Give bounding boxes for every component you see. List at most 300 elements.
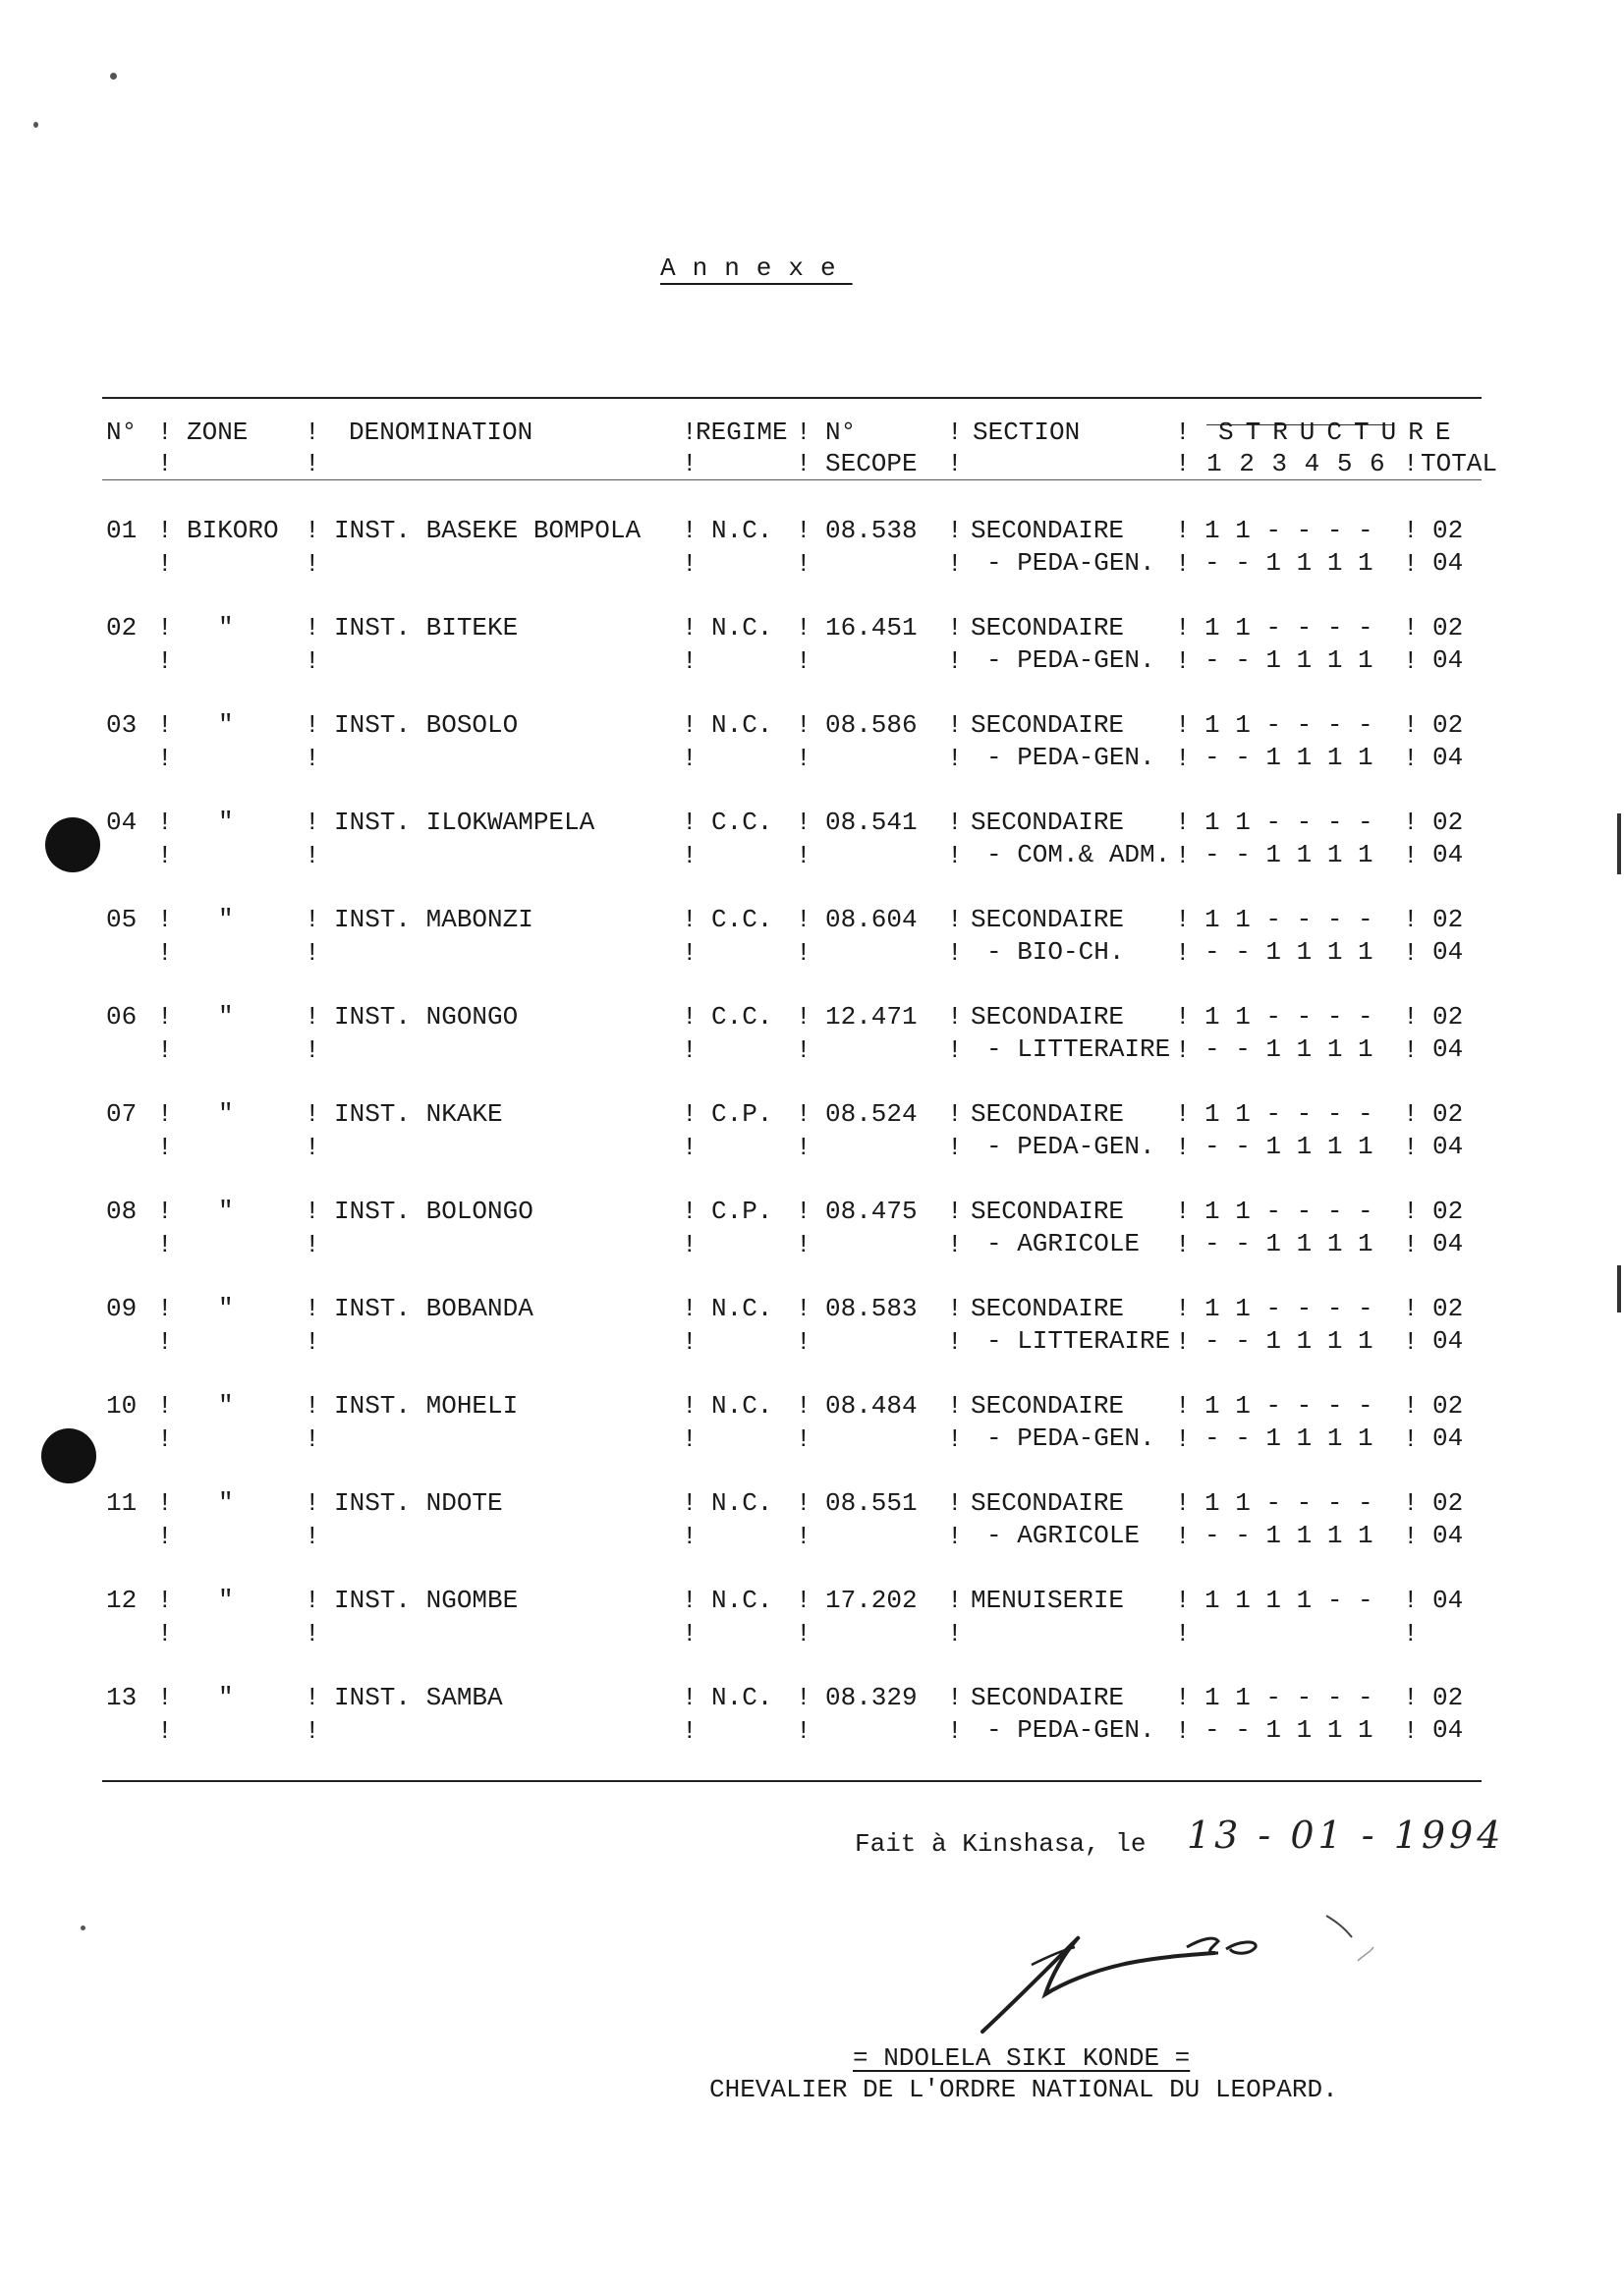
column-separator: !: [796, 1197, 812, 1226]
column-separator: !: [947, 938, 963, 968]
cell-total-line1: 04: [1432, 1586, 1464, 1615]
column-separator: !: [947, 1002, 963, 1032]
column-separator: !: [305, 516, 320, 545]
column-separator: !: [1175, 905, 1191, 934]
cell-denomination: INST. BITEKE: [334, 613, 519, 642]
column-separator: !: [947, 1035, 963, 1065]
cell-regime: N.C.: [711, 710, 773, 740]
cell-total-line2: 04: [1432, 1034, 1464, 1064]
column-separator: !: [682, 710, 698, 740]
column-separator: !: [682, 1619, 698, 1648]
cell-regime: C.P.: [711, 1197, 773, 1226]
column-separator: !: [947, 744, 963, 773]
column-separator: !: [682, 1327, 698, 1357]
header-separator: !: [682, 449, 698, 478]
column-separator: !: [682, 1035, 698, 1065]
cell-no: 12: [106, 1586, 138, 1615]
cell-secope: 17.202: [825, 1586, 918, 1615]
column-separator: !: [682, 1133, 698, 1162]
column-separator: !: [1403, 1586, 1419, 1615]
cell-structure-line1: 1 1 - - - -: [1204, 905, 1373, 934]
column-separator: !: [796, 710, 812, 740]
cell-section: SECONDAIRE: [971, 1391, 1125, 1421]
cell-structure-line1: 1 1 - - - -: [1204, 808, 1373, 837]
cell-zone: ": [218, 905, 234, 934]
cell-total-line2: 04: [1432, 1521, 1464, 1550]
column-separator: !: [1175, 1716, 1191, 1746]
column-separator: !: [1403, 710, 1419, 740]
column-separator: !: [157, 1327, 173, 1357]
cell-no: 05: [106, 905, 138, 934]
cell-structure-line2: - - 1 1 1 1: [1204, 645, 1373, 675]
column-separator: !: [1403, 1424, 1419, 1454]
header-separator: !: [947, 418, 963, 447]
cell-structure-line2: - - 1 1 1 1: [1204, 1521, 1373, 1550]
column-separator: !: [1175, 1424, 1191, 1454]
header-regime: REGIME: [696, 418, 788, 447]
column-separator: !: [1175, 808, 1191, 837]
column-separator: !: [305, 710, 320, 740]
column-separator: !: [1403, 549, 1419, 579]
cell-zone: ": [218, 613, 234, 642]
cell-structure-line1: 1 1 1 1 - -: [1204, 1586, 1373, 1615]
cell-zone: ": [218, 1488, 234, 1518]
cell-option: - COM.& ADM.: [986, 840, 1171, 869]
column-separator: !: [682, 1683, 698, 1712]
column-separator: !: [947, 1619, 963, 1648]
header-structure: STRUCTURE: [1218, 418, 1463, 447]
cell-total-line1: 02: [1432, 1197, 1464, 1226]
cell-section: SECONDAIRE: [971, 710, 1125, 740]
column-separator: !: [947, 1197, 963, 1226]
handwritten-date: 13 - 01 - 1994: [1187, 1814, 1505, 1857]
cell-zone: ": [218, 1002, 234, 1032]
column-separator: !: [1403, 905, 1419, 934]
column-separator: !: [1175, 549, 1191, 579]
column-separator: !: [1175, 1327, 1191, 1357]
cell-zone: ": [218, 1294, 234, 1323]
cell-secope: 08.484: [825, 1391, 918, 1421]
cell-total-line1: 02: [1432, 613, 1464, 642]
column-separator: !: [947, 1327, 963, 1357]
column-separator: !: [796, 1099, 812, 1129]
column-separator: !: [157, 613, 173, 642]
column-separator: !: [1403, 938, 1419, 968]
cell-structure-line2: - - 1 1 1 1: [1204, 1326, 1373, 1356]
column-separator: !: [1175, 613, 1191, 642]
cell-denomination: INST. BOBANDA: [334, 1294, 533, 1323]
column-separator: !: [1403, 646, 1419, 676]
column-separator: !: [796, 646, 812, 676]
cell-regime: C.C.: [711, 905, 773, 934]
column-separator: !: [796, 1002, 812, 1032]
column-separator: !: [1403, 613, 1419, 642]
cell-denomination: INST. ILOKWAMPELA: [334, 808, 595, 837]
column-separator: !: [796, 938, 812, 968]
cell-no: 04: [106, 808, 138, 837]
edge-mark: [1617, 1265, 1621, 1312]
header-total: TOTAL: [1421, 449, 1498, 478]
column-separator: !: [947, 646, 963, 676]
column-separator: !: [157, 1133, 173, 1162]
cell-no: 09: [106, 1294, 138, 1323]
cell-regime: N.C.: [711, 1488, 773, 1518]
column-separator: !: [1175, 938, 1191, 968]
cell-total-line2: 04: [1432, 1229, 1464, 1258]
header-secope-line1: N°: [825, 418, 857, 447]
cell-total-line2: 04: [1432, 937, 1464, 967]
cell-zone: ": [218, 1099, 234, 1129]
cell-secope: 08.541: [825, 808, 918, 837]
cell-zone: BIKORO: [187, 516, 279, 545]
header-section: SECTION: [973, 418, 1081, 447]
cell-structure-line1: 1 1 - - - -: [1204, 1197, 1373, 1226]
column-separator: !: [305, 1619, 320, 1648]
column-separator: !: [796, 1586, 812, 1615]
column-separator: !: [305, 808, 320, 837]
header-separator: !: [305, 418, 320, 447]
column-separator: !: [796, 1133, 812, 1162]
column-separator: !: [157, 1294, 173, 1323]
cell-total-line1: 02: [1432, 1683, 1464, 1712]
cell-structure-line2: - - 1 1 1 1: [1204, 548, 1373, 578]
column-separator: !: [796, 1294, 812, 1323]
document-title: Annexe: [660, 253, 853, 283]
column-separator: !: [157, 1716, 173, 1746]
column-separator: !: [1175, 1683, 1191, 1712]
column-separator: !: [305, 1294, 320, 1323]
header-bottom-rule: [102, 479, 1482, 480]
column-separator: !: [796, 1619, 812, 1648]
cell-total-line1: 02: [1432, 1002, 1464, 1032]
column-separator: !: [1403, 1716, 1419, 1746]
column-separator: !: [682, 1391, 698, 1421]
cell-option: - PEDA-GEN.: [986, 1424, 1155, 1453]
column-separator: !: [1175, 1035, 1191, 1065]
header-separator: !: [1175, 418, 1191, 447]
cell-no: 10: [106, 1391, 138, 1421]
column-separator: !: [305, 1586, 320, 1615]
column-separator: !: [796, 1035, 812, 1065]
column-separator: !: [947, 1391, 963, 1421]
column-separator: !: [1403, 1683, 1419, 1712]
column-separator: !: [157, 905, 173, 934]
cell-structure-line1: 1 1 - - - -: [1204, 1488, 1373, 1518]
cell-option: - PEDA-GEN.: [986, 1132, 1155, 1161]
column-separator: !: [947, 613, 963, 642]
signer-name: = NDOLELA SIKI KONDE =: [853, 2043, 1191, 2073]
column-separator: !: [1403, 1294, 1419, 1323]
cell-section: MENUISERIE: [971, 1586, 1125, 1615]
column-separator: !: [682, 1002, 698, 1032]
cell-total-line1: 02: [1432, 710, 1464, 740]
column-separator: !: [1403, 1488, 1419, 1518]
cell-option: - AGRICOLE: [986, 1229, 1141, 1258]
cell-total-line1: 02: [1432, 808, 1464, 837]
column-separator: !: [1175, 1133, 1191, 1162]
column-separator: !: [157, 1522, 173, 1551]
column-separator: !: [1175, 710, 1191, 740]
column-separator: !: [1175, 1391, 1191, 1421]
column-separator: !: [682, 1424, 698, 1454]
header-separator: !: [682, 418, 698, 447]
header-separator: !: [157, 449, 173, 478]
cell-regime: C.P.: [711, 1099, 773, 1129]
cell-total-line2: 04: [1432, 645, 1464, 675]
column-separator: !: [947, 1488, 963, 1518]
column-separator: !: [682, 808, 698, 837]
column-separator: !: [947, 516, 963, 545]
header-separator: !: [157, 418, 173, 447]
column-separator: !: [947, 710, 963, 740]
cell-option: - PEDA-GEN.: [986, 645, 1155, 675]
cell-denomination: INST. MOHELI: [334, 1391, 519, 1421]
cell-structure-line2: - - 1 1 1 1: [1204, 1034, 1373, 1064]
column-separator: !: [305, 1327, 320, 1357]
column-separator: !: [682, 1522, 698, 1551]
header-separator: !: [796, 418, 812, 447]
cell-no: 02: [106, 613, 138, 642]
column-separator: !: [947, 1099, 963, 1129]
column-separator: !: [305, 841, 320, 870]
column-separator: !: [796, 905, 812, 934]
column-separator: !: [157, 549, 173, 579]
cell-structure-line2: - - 1 1 1 1: [1204, 937, 1373, 967]
column-separator: !: [682, 1099, 698, 1129]
column-separator: !: [682, 1197, 698, 1226]
header-no: N°: [106, 418, 138, 447]
column-separator: !: [1403, 1391, 1419, 1421]
column-separator: !: [157, 1391, 173, 1421]
column-separator: !: [682, 1586, 698, 1615]
column-separator: !: [157, 1424, 173, 1454]
column-separator: !: [305, 938, 320, 968]
column-separator: !: [682, 1294, 698, 1323]
cell-regime: C.C.: [711, 1002, 773, 1032]
column-separator: !: [947, 1294, 963, 1323]
cell-total-line2: 04: [1432, 1715, 1464, 1745]
cell-secope: 08.583: [825, 1294, 918, 1323]
column-separator: !: [157, 841, 173, 870]
column-separator: !: [947, 1586, 963, 1615]
cell-structure-line2: - - 1 1 1 1: [1204, 840, 1373, 869]
column-separator: !: [1403, 1197, 1419, 1226]
column-separator: !: [796, 549, 812, 579]
cell-section: SECONDAIRE: [971, 808, 1125, 837]
cell-denomination: INST. NKAKE: [334, 1099, 503, 1129]
column-separator: !: [947, 841, 963, 870]
cell-structure-line2: - - 1 1 1 1: [1204, 743, 1373, 772]
column-separator: !: [1175, 841, 1191, 870]
column-separator: !: [1175, 1488, 1191, 1518]
column-separator: !: [305, 1391, 320, 1421]
cell-structure-line1: 1 1 - - - -: [1204, 1683, 1373, 1712]
column-separator: !: [1403, 1133, 1419, 1162]
column-separator: !: [305, 744, 320, 773]
column-separator: !: [1175, 1522, 1191, 1551]
cell-denomination: INST. NGONGO: [334, 1002, 519, 1032]
cell-structure-line1: 1 1 - - - -: [1204, 516, 1373, 545]
column-separator: !: [157, 1683, 173, 1712]
cell-section: SECONDAIRE: [971, 613, 1125, 642]
column-separator: !: [157, 1002, 173, 1032]
column-separator: !: [157, 1099, 173, 1129]
cell-regime: N.C.: [711, 1586, 773, 1615]
column-separator: !: [682, 613, 698, 642]
cell-total-line1: 02: [1432, 1294, 1464, 1323]
column-separator: !: [1403, 1002, 1419, 1032]
header-denomination: DENOMINATION: [349, 418, 533, 447]
column-separator: !: [305, 1230, 320, 1259]
cell-no: 03: [106, 710, 138, 740]
column-separator: !: [157, 938, 173, 968]
column-separator: !: [947, 905, 963, 934]
signer-title: CHEVALIER DE L'ORDRE NATIONAL DU LEOPARD.: [709, 2075, 1338, 2104]
cell-regime: N.C.: [711, 1294, 773, 1323]
cell-no: 13: [106, 1683, 138, 1712]
column-separator: !: [796, 1391, 812, 1421]
header-zone: ZONE: [187, 418, 249, 447]
cell-section: SECONDAIRE: [971, 1488, 1125, 1518]
column-separator: !: [682, 841, 698, 870]
column-separator: !: [796, 744, 812, 773]
cell-section: SECONDAIRE: [971, 516, 1125, 545]
column-separator: !: [1175, 646, 1191, 676]
cell-structure-line2: - - 1 1 1 1: [1204, 1229, 1373, 1258]
cell-option: - BIO-CH.: [986, 937, 1125, 967]
punch-hole: [45, 817, 100, 872]
cell-zone: ": [218, 1683, 234, 1712]
column-separator: !: [1175, 1230, 1191, 1259]
column-separator: !: [305, 1133, 320, 1162]
cell-section: SECONDAIRE: [971, 1197, 1125, 1226]
column-separator: !: [682, 905, 698, 934]
header-separator: !: [1403, 449, 1419, 478]
speck: [81, 1926, 85, 1930]
column-separator: !: [947, 1424, 963, 1454]
column-separator: !: [157, 1035, 173, 1065]
cell-section: SECONDAIRE: [971, 1683, 1125, 1712]
column-separator: !: [305, 1683, 320, 1712]
cell-option: - LITTERAIRE: [986, 1326, 1171, 1356]
column-separator: !: [305, 613, 320, 642]
column-separator: !: [305, 1716, 320, 1746]
column-separator: !: [157, 1619, 173, 1648]
cell-zone: ": [218, 1391, 234, 1421]
column-separator: !: [796, 1716, 812, 1746]
column-separator: !: [796, 1424, 812, 1454]
column-separator: !: [1403, 744, 1419, 773]
column-separator: !: [1175, 1586, 1191, 1615]
column-separator: !: [305, 1035, 320, 1065]
cell-no: 06: [106, 1002, 138, 1032]
cell-secope: 08.524: [825, 1099, 918, 1129]
column-separator: !: [1403, 516, 1419, 545]
column-separator: !: [682, 744, 698, 773]
column-separator: !: [305, 1424, 320, 1454]
handwritten-signature: [973, 1906, 1385, 2043]
edge-mark: [1617, 813, 1621, 874]
cell-regime: C.C.: [711, 808, 773, 837]
cell-total-line2: 04: [1432, 840, 1464, 869]
column-separator: !: [796, 613, 812, 642]
column-separator: !: [1175, 744, 1191, 773]
cell-secope: 08.604: [825, 905, 918, 934]
column-separator: !: [305, 1099, 320, 1129]
cell-denomination: INST. BASEKE BOMPOLA: [334, 516, 642, 545]
cell-zone: ": [218, 1586, 234, 1615]
column-separator: !: [796, 808, 812, 837]
header-separator: !: [947, 449, 963, 478]
cell-section: SECONDAIRE: [971, 1294, 1125, 1323]
cell-secope: 12.471: [825, 1002, 918, 1032]
column-separator: !: [1175, 1002, 1191, 1032]
cell-total-line1: 02: [1432, 516, 1464, 545]
cell-structure-line1: 1 1 - - - -: [1204, 613, 1373, 642]
cell-option: - PEDA-GEN.: [986, 548, 1155, 578]
column-separator: !: [1175, 1099, 1191, 1129]
column-separator: !: [157, 1230, 173, 1259]
column-separator: !: [1403, 1230, 1419, 1259]
cell-no: 11: [106, 1488, 138, 1518]
header-structure-digits: 1 2 3 4 5 6: [1206, 449, 1386, 478]
cell-option: - PEDA-GEN.: [986, 1715, 1155, 1745]
cell-structure-line1: 1 1 - - - -: [1204, 710, 1373, 740]
cell-structure-line2: - - 1 1 1 1: [1204, 1715, 1373, 1745]
column-separator: !: [157, 1586, 173, 1615]
column-separator: !: [157, 646, 173, 676]
cell-denomination: INST. MABONZI: [334, 905, 533, 934]
column-separator: !: [796, 1230, 812, 1259]
column-separator: !: [796, 841, 812, 870]
cell-total-line1: 02: [1432, 1488, 1464, 1518]
cell-denomination: INST. SAMBA: [334, 1683, 503, 1712]
column-separator: !: [1175, 1619, 1191, 1648]
column-separator: !: [305, 1488, 320, 1518]
column-separator: !: [305, 1522, 320, 1551]
column-separator: !: [947, 1716, 963, 1746]
cell-zone: ": [218, 1197, 234, 1226]
column-separator: !: [305, 549, 320, 579]
cell-no: 07: [106, 1099, 138, 1129]
column-separator: !: [796, 1327, 812, 1357]
column-separator: !: [1403, 808, 1419, 837]
column-separator: !: [157, 808, 173, 837]
column-separator: !: [947, 549, 963, 579]
cell-section: SECONDAIRE: [971, 905, 1125, 934]
cell-secope: 08.329: [825, 1683, 918, 1712]
cell-total-line1: 02: [1432, 1099, 1464, 1129]
cell-denomination: INST. BOSOLO: [334, 710, 519, 740]
column-separator: !: [796, 1488, 812, 1518]
column-separator: !: [157, 516, 173, 545]
cell-secope: 08.586: [825, 710, 918, 740]
cell-total-line2: 04: [1432, 1326, 1464, 1356]
cell-total-line2: 04: [1432, 548, 1464, 578]
cell-denomination: INST. BOLONGO: [334, 1197, 533, 1226]
header-separator: !: [1175, 449, 1191, 478]
column-separator: !: [1175, 516, 1191, 545]
column-separator: !: [947, 1522, 963, 1551]
cell-option: - PEDA-GEN.: [986, 743, 1155, 772]
column-separator: !: [682, 938, 698, 968]
cell-section: SECONDAIRE: [971, 1002, 1125, 1032]
cell-no: 08: [106, 1197, 138, 1226]
cell-zone: ": [218, 710, 234, 740]
cell-structure-line2: - - 1 1 1 1: [1204, 1424, 1373, 1453]
cell-total-line1: 02: [1432, 905, 1464, 934]
column-separator: !: [157, 744, 173, 773]
